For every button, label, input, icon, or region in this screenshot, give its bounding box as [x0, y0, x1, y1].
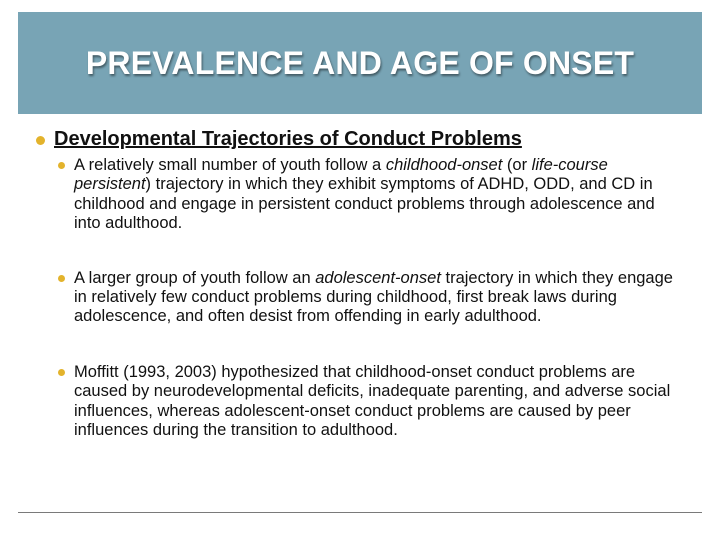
bullet-emphasis: adolescent-onset — [315, 268, 441, 287]
sub-bullet-childhood-onset — [57, 156, 684, 234]
bullet-text: (or — [502, 156, 532, 174]
sub-bullet-moffitt — [57, 363, 684, 441]
bullet-text: A larger group of youth follow an — [74, 268, 316, 287]
bullet-text: trajectory in which they engage in relatively few conduct problems during childhood, first break laws during adolescence, and often desist from offending in early adulthood. — [74, 268, 673, 326]
section-heading: Developmental Trajectories of Conduct Problems — [54, 128, 522, 150]
bullet-emphasis: life-course persistent — [74, 156, 608, 194]
bullet-dot-icon — [58, 369, 65, 376]
bullet-dot-icon — [36, 136, 45, 145]
footer-divider — [18, 512, 702, 513]
bullet-emphasis: childhood-onset — [385, 156, 503, 174]
bullet-text: A relatively small number of youth follow a — [74, 156, 386, 174]
sub-bullet-adolescent-onset — [57, 269, 684, 327]
slide-content — [36, 126, 700, 440]
main-bullet — [36, 126, 700, 152]
bullet-text: ) trajectory in which they exhibit symptoms of ADHD, ODD, and CD in childhood and engage in persistent conduct problems through adolescence and into adulthood. — [74, 175, 655, 233]
bullet-dot-icon — [58, 162, 65, 169]
bullet-dot-icon — [58, 275, 65, 282]
bullet-text: Moffitt (1993, 2003) hypothesized that childhood-onset conduct problems are caused by neurodevelopmental deficits, inadequate parenting, and adverse social influences, whereas adolescent-onset conduct problems are caused by peer influences during the transition to adulthood. — [74, 362, 671, 440]
slide-title: PREVALENCE AND AGE OF ONSET — [85, 45, 635, 81]
title-banner — [18, 12, 702, 114]
